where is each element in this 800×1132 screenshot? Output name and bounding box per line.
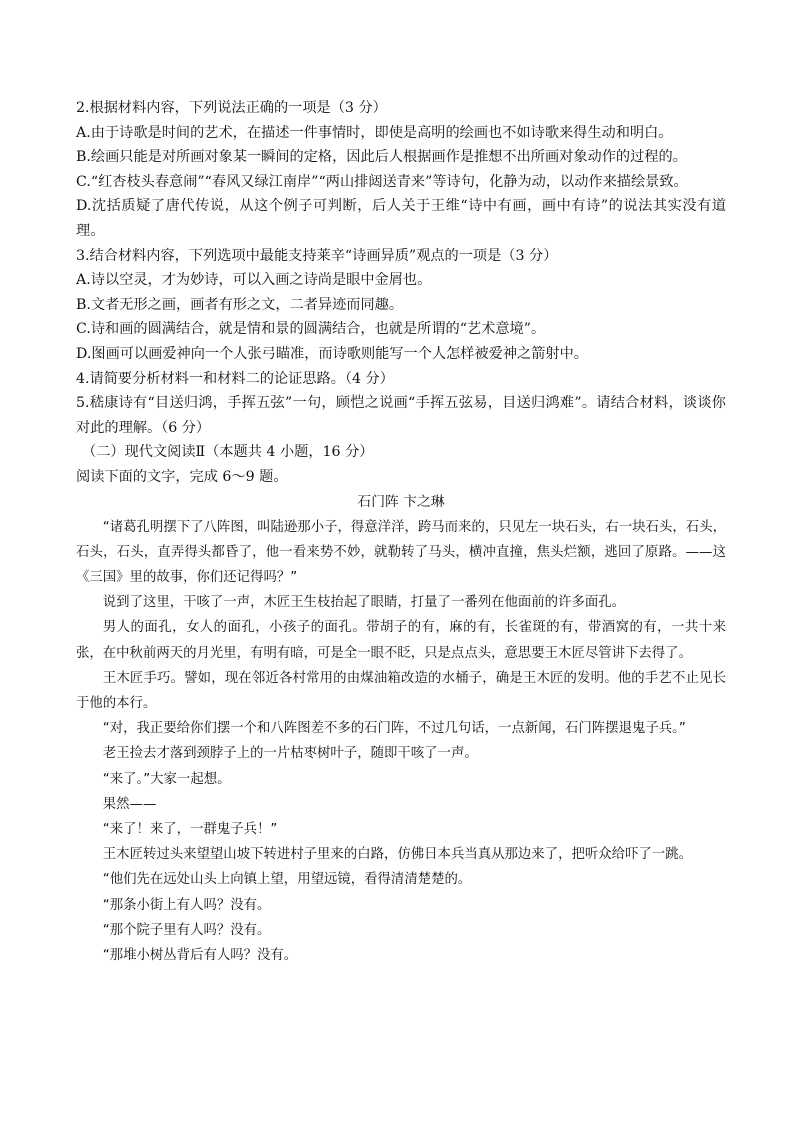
story-paragraph: 老王捡去才落到颈脖子上的一片枯枣树叶子，随即干咳了一声。 xyxy=(102,746,478,762)
story-paragraph: “来了。”大家一起想。 xyxy=(102,771,231,787)
question-3-option-b: B.文者无形之画，画者有形之文，二者异迹而同趣。 xyxy=(76,296,404,313)
story-paragraph: “那个院子里有人吗？没有。 xyxy=(102,922,271,938)
question-3-option-d: D.图画可以画爱神向一个人张弓瞄准，而诗歌则能写一个人怎样被爱神之箭射中。 xyxy=(76,345,588,362)
story-paragraph: “那条小街上有人吗？没有。 xyxy=(102,897,271,913)
question-2-option-b: B.绘画只能是对所画对象某一瞬间的定格，因此后人根据画作是推想不出所画对象动作的过程的。 xyxy=(76,149,687,166)
question-2-option-c: C.“红杏枝头春意闹”“春风又绿江南岸”“两山排闼送青来”等诗句，化静为动，以动作来描绘景致。 xyxy=(76,173,688,190)
question-2-option-a: A.由于诗歌是时间的艺术，在描述一件事情时，即使是高明的绘画也不如诗歌来得生动和明白。 xyxy=(76,124,673,141)
story-paragraph: 果然—— xyxy=(102,796,157,812)
question-2-option-d: D.沈括质疑了唐代传说，从这个例子可判断，后人关于王维“诗中有画，画中有诗”的说法其实没有道理。 xyxy=(76,198,726,239)
story-paragraph: 王木匠转过头来望望山坡下转进村子里来的白路，仿佛日本兵当真从那边来了，把听众给吓了一跳。 xyxy=(102,847,692,863)
question-2-stem: 2.根据材料内容，下列说法正确的一项是（3 分） xyxy=(76,100,387,116)
story-paragraph: “诸葛孔明摆下了八阵图，叫陆逊那小子，得意洋洋，跨马而来的，只见左一块石头，右一块石头，石头，石头，石头，直弄得头都昏了，他一看来势不妙，就勒转了马头，横冲直撞，焦头烂额，逃回了原路。——这《三国》里的故事，你们还记得吗？” xyxy=(76,519,726,585)
question-3-stem: 3.结合材料内容，下列选项中最能支持莱辛“诗画异质”观点的一项是（3 分） xyxy=(76,247,558,264)
story-paragraph: 王木匠手巧。譬如，现在邻近各村常用的由煤油箱改造的水桶子，确是王木匠的发明。他的手艺不止见长于他的本行。 xyxy=(76,670,726,711)
question-3-option-a: A.诗以空灵，才为妙诗，可以入画之诗尚是眼中金屑也。 xyxy=(76,272,432,289)
story-paragraph: 男人的面孔，女人的面孔，小孩子的面孔。带胡子的有，麻的有，长雀斑的有，带酒窝的有，一共十来张，在中秋前两天的月光里，有明有暗，可是全一眼不眨，只是点点头，意思要王木匠尽管讲下去得了。 xyxy=(76,620,726,661)
story-paragraph: “那堆小树丛背后有人吗？没有。 xyxy=(102,947,298,963)
story-paragraph: “他们先在远处山头上向镇上望，用望远镜，看得清清楚楚的。 xyxy=(102,872,472,888)
story-title: 石门阵 卞之琳 xyxy=(357,493,445,510)
story-paragraph: “来了！来了，一群鬼子兵！” xyxy=(102,821,278,837)
question-3-option-c: C.诗和画的圆满结合，就是情和景的圆满结合，也就是所谓的“艺术意境”。 xyxy=(76,321,546,338)
story-paragraph: “对，我正要给你们摆一个和八阵图差不多的石门阵，不过几句话，一点新闻，石门阵摆退鬼子兵。” xyxy=(102,721,686,737)
question-3 xyxy=(76,244,726,367)
section-heading: （二）现代文阅读Ⅱ（本题共 4 小题，16 分） xyxy=(82,444,374,461)
question-2 xyxy=(76,96,726,244)
story-body xyxy=(76,515,726,969)
section-instruction: 阅读下面的文字，完成 6～9 题。 xyxy=(76,468,288,485)
question-5: 5.嵇康诗有“目送归鸿，手挥五弦”一句，顾恺之说画“手挥五弦易，目送归鸿难”。请结合材料，谈谈你对此的理解。（6 分） xyxy=(76,395,726,436)
exam-page xyxy=(76,96,726,968)
question-4: 4.请简要分析材料一和材料二的论证思路。（4 分） xyxy=(76,370,394,387)
story-paragraph: 说到了这里，干咳了一声，木匠王生枝抬起了眼睛，打量了一番列在他面前的许多面孔。 xyxy=(102,595,626,611)
